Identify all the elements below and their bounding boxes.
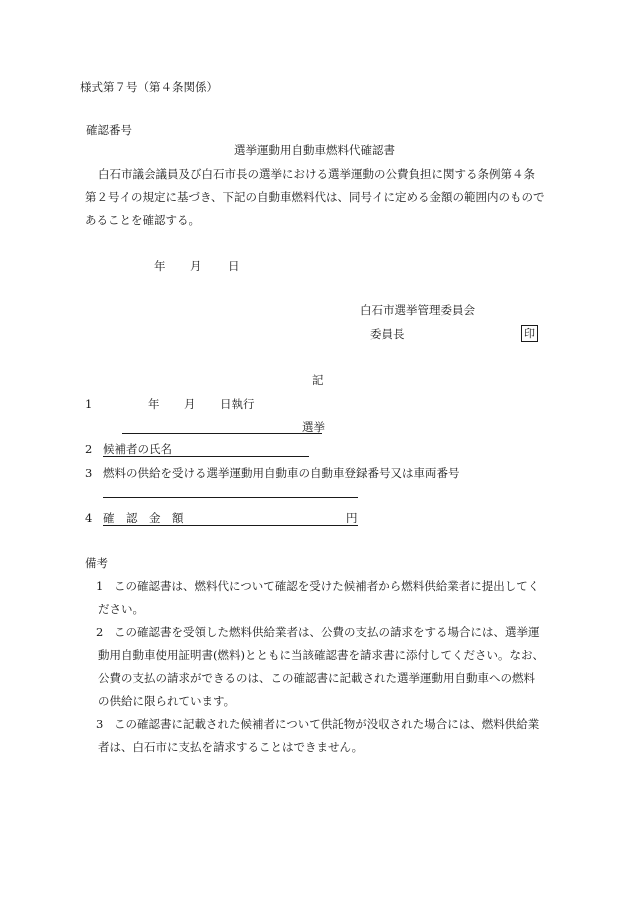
date-day: 日 <box>228 259 240 273</box>
amount-underline <box>103 525 358 526</box>
item-3-label: 燃料の供給を受ける選挙運動用自動車の自動車登録番号又は車両番号 <box>103 466 460 480</box>
note-3-line-1: この確認書に記載された候補者について供託物が没収された場合には、燃料供給業 <box>114 717 540 731</box>
intro-line-3: あることを確認する。 <box>85 213 200 227</box>
note-3-number: 3 <box>96 717 104 731</box>
date-year: 年 <box>154 259 166 273</box>
item-2-label: 候補者の氏名 <box>103 442 172 456</box>
item-1-month: 月 <box>184 397 196 411</box>
vehicle-number-underline <box>103 497 358 498</box>
item-1-day: 日執行 <box>220 397 255 411</box>
record-heading: 記 <box>312 373 324 387</box>
intro-line-1: 白石市議会議員及び白石市長の選挙における選挙運動の公費負担に関する条例第４条 <box>98 167 535 181</box>
note-1-line-1: この確認書は、燃料代について確認を受けた候補者から燃料供給業者に提出してく <box>114 579 540 593</box>
document-title: 選挙運動用自動車燃料代確認書 <box>234 143 395 157</box>
note-3-line-2: 者は、白石市に支払を請求することはできません。 <box>98 740 364 754</box>
item-3-number: 3 <box>85 466 93 480</box>
form-number: 様式第７号（第４条関係） <box>80 80 218 94</box>
item-1-election: 選挙 <box>302 420 325 434</box>
item-4-yen: 円 <box>346 511 358 525</box>
item-4-number: 4 <box>85 511 93 525</box>
intro-line-2: 第２号イの規定に基づき、下記の自動車燃料代は、同号イに定める金額の範囲内のもので <box>85 190 545 204</box>
date-month: 月 <box>190 259 202 273</box>
issuer-chairman: 委員長 <box>370 327 405 341</box>
note-1-number: 1 <box>96 579 104 593</box>
issuer-committee: 白石市選挙管理委員会 <box>360 303 475 317</box>
item-1-year: 年 <box>148 397 160 411</box>
seal-mark: 印 <box>521 325 538 342</box>
item-4-label: 確 認 金 額 <box>103 511 184 525</box>
item-1-number: 1 <box>85 397 93 411</box>
note-2-line-4: の供給に限られています。 <box>98 694 236 708</box>
note-1-line-2: ださい。 <box>98 602 144 616</box>
notes-heading: 備考 <box>85 556 108 570</box>
note-2-number: 2 <box>96 625 104 639</box>
item-2-number: 2 <box>85 442 93 456</box>
note-2-line-1: この確認書を受領した燃料供給業者は、公費の支払の請求をする場合には、選挙運 <box>114 625 540 639</box>
note-2-line-3: 公費の支払の請求ができるのは、この確認書に記載された選挙運動用自動車への燃料 <box>98 671 535 685</box>
candidate-name-underline <box>103 456 309 457</box>
note-2-line-2: 動用自動車使用証明書(燃料)とともに当該確認書を請求書に添付してください。なお、 <box>98 648 544 662</box>
election-name-underline <box>122 433 322 434</box>
confirmation-number-label: 確認番号 <box>86 123 132 137</box>
